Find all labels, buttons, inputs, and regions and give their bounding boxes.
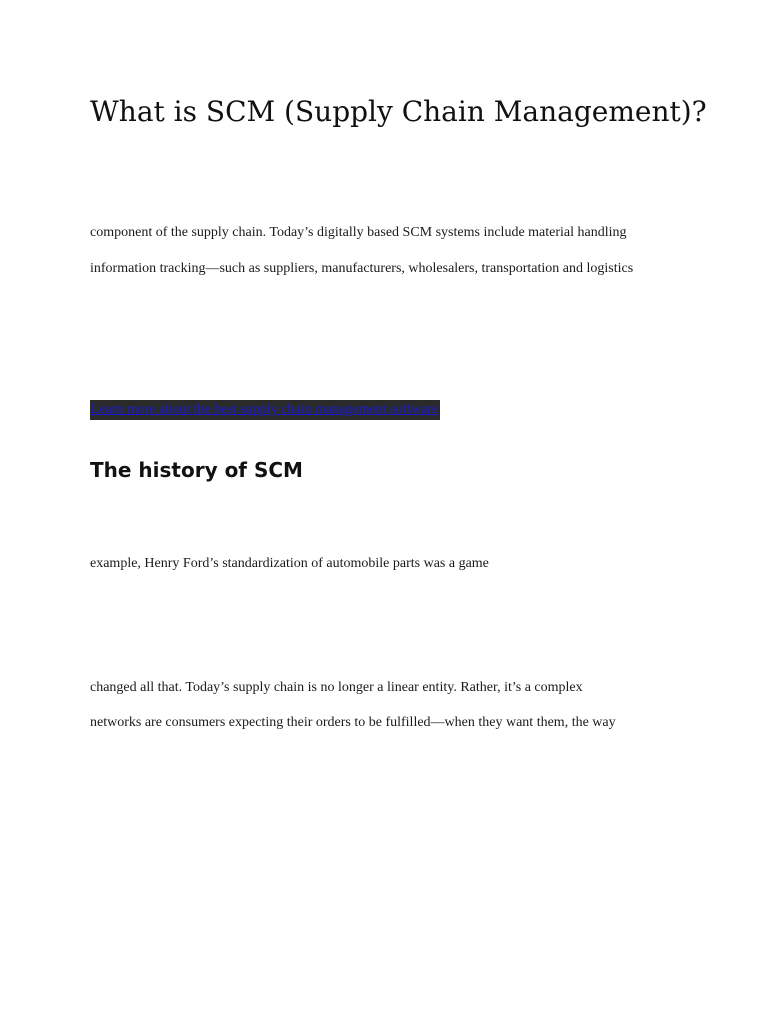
intro-line-2: information tracking—such as suppliers, manufacturers, wholesalers, transportation and logistics (90, 261, 634, 276)
link-highlight (90, 400, 440, 420)
history-line-1: example, Henry Ford’s standardization of automobile parts was a game (90, 556, 489, 571)
history-heading: The history of SCM (90, 458, 303, 482)
modern-line-1: changed all that. Today’s supply chain is no longer a linear entity. Rather, it’s a complex (90, 680, 583, 695)
intro-line-1: component of the supply chain. Today’s digitally based SCM systems include material handling (90, 225, 627, 240)
modern-line-2: networks are consumers expecting their orders to be fulfilled—when they want them, the way (90, 715, 616, 730)
learn-more-link[interactable]: Learn more about the best supply chain management software (91, 402, 439, 417)
page-title: What is SCM (Supply Chain Management)? (90, 95, 707, 128)
